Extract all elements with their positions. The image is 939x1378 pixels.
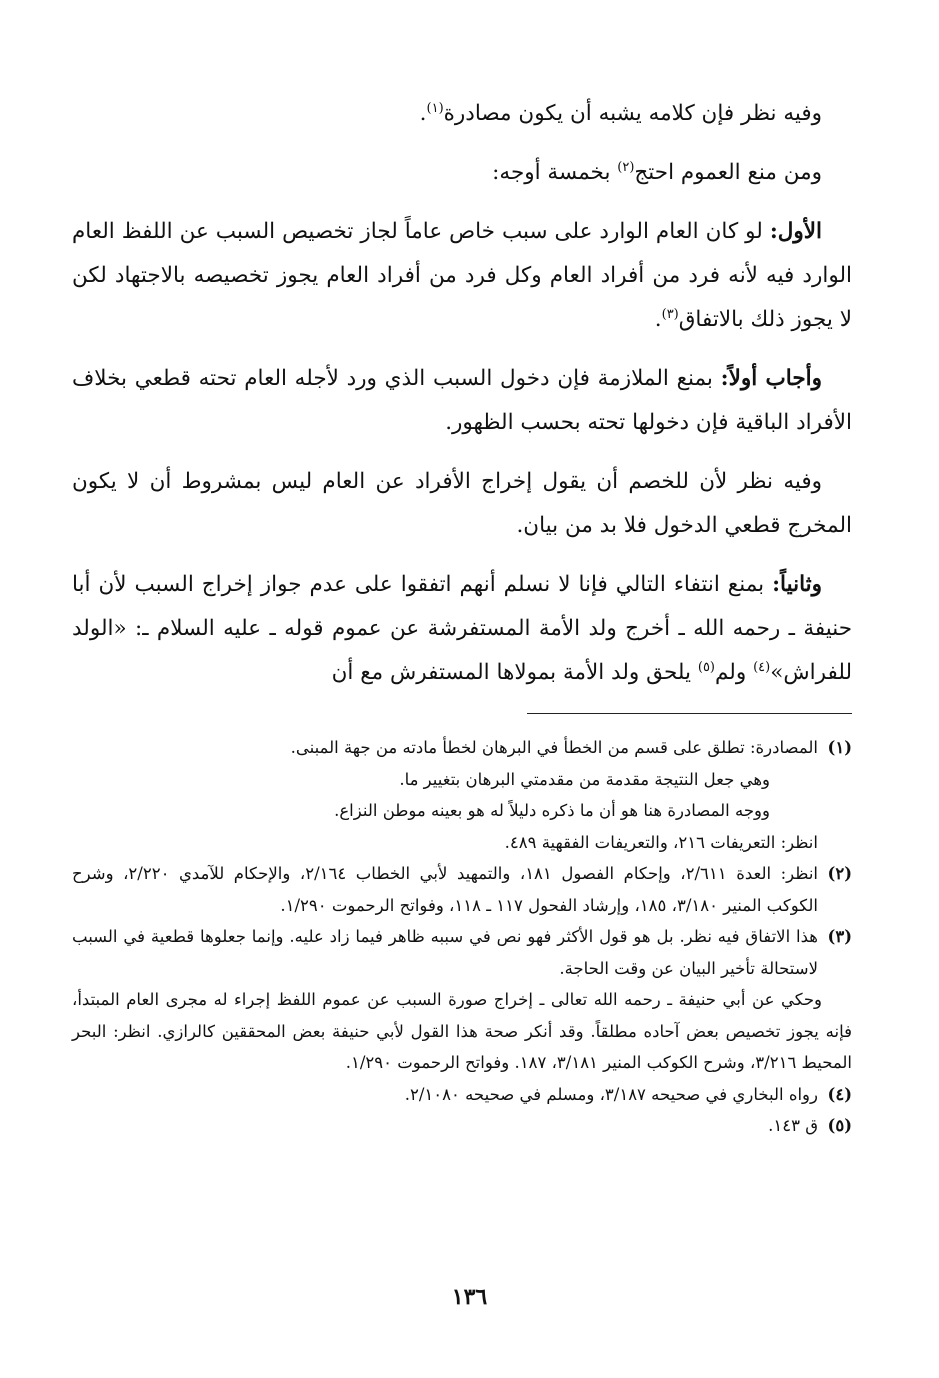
footnote-ref-4[interactable]: (٤) — [753, 659, 771, 675]
footnote-paragraph: هذا الاتفاق فيه نظر. بل هو قول الأكثر فهو نص في سببه ظاهر فيما زاد عليه. وإنما جعلوها قطعية في السبب لاستحالة تأخير البيان عن وقت الحاجة. — [72, 927, 818, 978]
footnote-2 — [72, 858, 852, 921]
paragraph-1 — [72, 92, 852, 136]
paragraph-3-lead: الأول: — [769, 219, 822, 244]
footnote-body: ق ١٤٣. — [768, 1116, 818, 1135]
paragraph-6-text-b: ولم — [715, 660, 754, 685]
footnote-number: (٢) — [827, 864, 852, 883]
page-content — [72, 92, 852, 1142]
footnote-4 — [72, 1079, 852, 1111]
paragraph-3-text: لو كان العام الوارد على سبب خاص عاماً لجاز تخصيص السبب عن اللفظ العام الوارد فيه لأنه فرد من أفراد العام وكل فرد من أفراد العام يجوز تخصيصه بالاجتهاد لكن لا يجوز ذلك بالاتفاق — [72, 219, 852, 332]
paragraph-2 — [72, 151, 852, 195]
footnote-number: (٣) — [827, 927, 852, 946]
footnote-line: ووجه المصادرة هنا هو أن ما ذكره دليلاً له هو بعينه موطن النزاع. — [334, 801, 770, 820]
footnote-body — [72, 732, 818, 858]
footnote-5 — [72, 1110, 852, 1142]
footnote-number: (٤) — [827, 1084, 852, 1104]
paragraph-4-text: بمنع الملازمة فإن دخول السبب الذي ورد لأجله العام تحته قطعي بخلاف الأفراد الباقية فإن دخولها تحته بحسب الظهور. — [72, 366, 852, 435]
footnote-divider — [527, 713, 852, 714]
paragraph-6 — [72, 563, 852, 695]
footnote-ref-3[interactable]: (٣) — [661, 306, 679, 322]
footnote-body: رواه البخاري في صحيحه ٣/١٨٧، ومسلم في صحيحه ٢/١٠٨٠. — [404, 1084, 818, 1104]
footnote-number: (١) — [827, 738, 852, 757]
footnote-line: وهي جعل النتيجة مقدمة من مقدمتي البرهان بتغيير ما. — [399, 769, 770, 789]
footnote-ref-2[interactable]: (٢) — [617, 159, 635, 175]
paragraph-4-lead: وأجاب أولاً: — [720, 366, 822, 391]
footnote-3-continuation: وحكي عن أبي حنيفة ـ رحمه الله تعالى ـ إخراج صورة السبب عن عموم اللفظ إجراء له مجرى العام المبتدأ، فإنه يجوز تخصيص بعض آحاده مطلقاً. وقد أنكر صحة هذا القول لأبي حنيفة بعض المحققين كالرازي. انظر: البحر المحيط ٣/٢١٦، وشرح الكوكب المنير ٣/١٨١، ١٨٧. وفواتح الرحموت ١/٢٩٠. — [72, 990, 852, 1072]
paragraph-1-text: وفيه نظر فإن كلامه يشبه أن يكون مصادرة — [443, 101, 822, 126]
paragraph-1-end: . — [419, 101, 427, 126]
footnote-number: (٥) — [827, 1116, 852, 1135]
footnote-body — [72, 921, 818, 984]
footnote-ref-5[interactable]: (٥) — [697, 659, 715, 675]
paragraph-4 — [72, 357, 852, 445]
footnote-body: انظر: العدة ٢/٦١١، وإحكام الفصول ١٨١، والتمهيد لأبي الخطاب ٢/١٦٤، والإحكام للآمدي ٢/٢٢٠، وشرح الكوكب المنير ٣/١٨٠، ١٨٥، وإرشاد الفحول ١١٧ ـ ١١٨، وفواتح الرحموت ١/٢٩٠. — [72, 864, 818, 915]
footnote-ref-1[interactable]: (١) — [426, 100, 444, 116]
footnote-1 — [72, 732, 852, 858]
footnote-3 — [72, 921, 852, 984]
page-number: ١٣٦ — [451, 1284, 488, 1310]
paragraph-6-lead: وثانياً: — [772, 572, 822, 597]
footnote-line: المصادرة: تطلق على قسم من الخطأ في البرهان لخطأ مادته من جهة المبنى. — [290, 738, 818, 757]
paragraph-3 — [72, 210, 852, 342]
paragraph-5 — [72, 460, 852, 548]
footnote-line: انظر: التعريفات ٢١٦، والتعريفات الفقهية ٤٨٩. — [504, 832, 818, 852]
paragraph-5-text: وفيه نظر لأن للخصم أن يقول إخراج الأفراد عن العام ليس بمشروط أن لا يكون المخرج قطعي الدخول فلا بد من بيان. — [72, 469, 852, 538]
paragraph-2-text: ومن منع العموم احتج — [634, 160, 822, 185]
paragraph-2-end: بخمسة أوجه: — [492, 160, 618, 185]
paragraph-6-text-a: بمنع انتفاء التالي فإنا لا نسلم أنهم اتفقوا على عدم جواز إخراج السبب لأن أبا حنيفة ـ رحمه الله ـ أخرج ولد الأمة المستفرشة عن عموم قوله ـ عليه السلام ـ: «الولد للفراش» — [72, 572, 852, 685]
paragraph-6-text-c: يلحق ولد الأمة بمولاها المستفرش مع أن — [331, 660, 698, 685]
paragraph-3-end: . — [654, 307, 662, 332]
